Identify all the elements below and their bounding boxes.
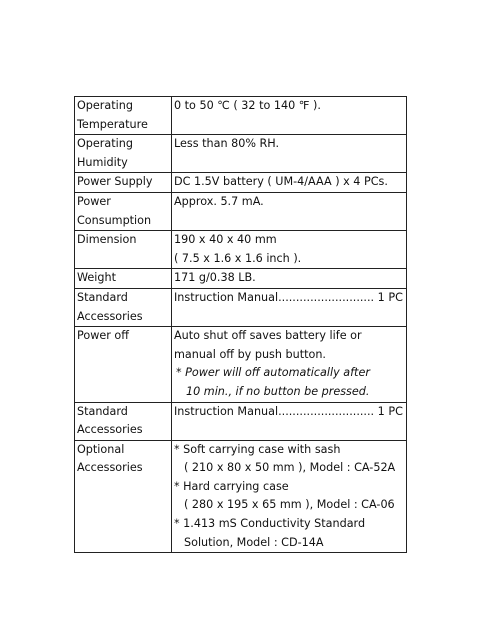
- value-line: ( 210 x 80 x 50 mm ), Model : CA-52A: [184, 461, 396, 475]
- row-value: [172, 173, 407, 193]
- row-label: [75, 97, 172, 135]
- row-value: [172, 288, 407, 326]
- value-line: Approx. 5.7 mA.: [174, 194, 264, 208]
- value-line: Instruction Manual........................... 1 PC: [174, 404, 403, 418]
- label-line: Consumption: [77, 213, 152, 227]
- table-row-power-consumption: [75, 192, 407, 230]
- label-line: Dimension: [77, 233, 137, 247]
- row-value: [172, 135, 407, 173]
- label-line: Humidity: [77, 155, 128, 169]
- label-line: Operating: [77, 137, 133, 151]
- label-line: Accessories: [77, 461, 143, 475]
- label-line: Power Supply: [77, 175, 153, 189]
- row-label: [75, 135, 172, 173]
- row-label: [75, 402, 172, 440]
- value-line: Solution, Model : CD-14A: [184, 535, 324, 549]
- specifications-table: [74, 96, 407, 553]
- table-row-operating-temperature: [75, 97, 407, 135]
- row-value: [172, 402, 407, 440]
- row-value: [172, 269, 407, 289]
- row-label: [75, 269, 172, 289]
- value-line: manual off by push button.: [174, 347, 326, 361]
- value-line: DC 1.5V battery ( UM-4/AAA ) x 4 PCs.: [174, 175, 388, 189]
- value-line: * 1.413 mS Conductivity Standard: [174, 517, 366, 531]
- row-label: [75, 173, 172, 193]
- row-value: [172, 192, 407, 230]
- table-row-power-supply: [75, 173, 407, 193]
- row-value: [172, 97, 407, 135]
- value-line: 190 x 40 x 40 mm: [174, 233, 277, 247]
- label-line: Power off: [77, 329, 129, 343]
- label-line: Standard: [77, 290, 128, 304]
- label-line: Temperature: [77, 117, 148, 131]
- value-line: * Soft carrying case with sash: [174, 442, 341, 456]
- label-line: Optional: [77, 442, 125, 456]
- value-line: Less than 80% RH.: [174, 137, 280, 151]
- label-line: Operating: [77, 99, 133, 112]
- row-value: [172, 440, 407, 553]
- row-value: [172, 327, 407, 402]
- row-label: [75, 327, 172, 402]
- value-line: 0 to 50 ℃ ( 32 to 140 ℉ ).: [174, 99, 321, 112]
- value-line: * Hard carrying case: [174, 479, 289, 493]
- label-line: Accessories: [77, 309, 143, 323]
- label-line: Power: [77, 194, 111, 208]
- value-line: ( 7.5 x 1.6 x 1.6 inch ).: [174, 251, 302, 265]
- value-line: 171 g/0.38 LB.: [174, 271, 256, 285]
- label-line: Accessories: [77, 423, 143, 437]
- table-row-power-off: [75, 327, 407, 402]
- table-row-standard-accessories: [75, 402, 407, 440]
- row-label: [75, 192, 172, 230]
- value-line: Auto shut off saves battery life or: [174, 329, 362, 343]
- table-row-dimension: [75, 231, 407, 269]
- note-line: * Power will off automatically after: [176, 366, 370, 380]
- table-row-standard-accessories: [75, 288, 407, 326]
- table-row-optional-accessories: [75, 440, 407, 553]
- label-line: Standard: [77, 404, 128, 418]
- note-line: 10 min., if no button be pressed.: [186, 384, 370, 398]
- value-line: Instruction Manual........................... 1 PC: [174, 290, 403, 304]
- table-row-operating-humidity: [75, 135, 407, 173]
- row-label: [75, 288, 172, 326]
- row-label: [75, 440, 172, 553]
- label-line: Weight: [77, 271, 116, 285]
- row-label: [75, 231, 172, 269]
- value-line: ( 280 x 195 x 65 mm ), Model : CA-06: [184, 498, 395, 512]
- row-value: [172, 231, 407, 269]
- table-row-weight: [75, 269, 407, 289]
